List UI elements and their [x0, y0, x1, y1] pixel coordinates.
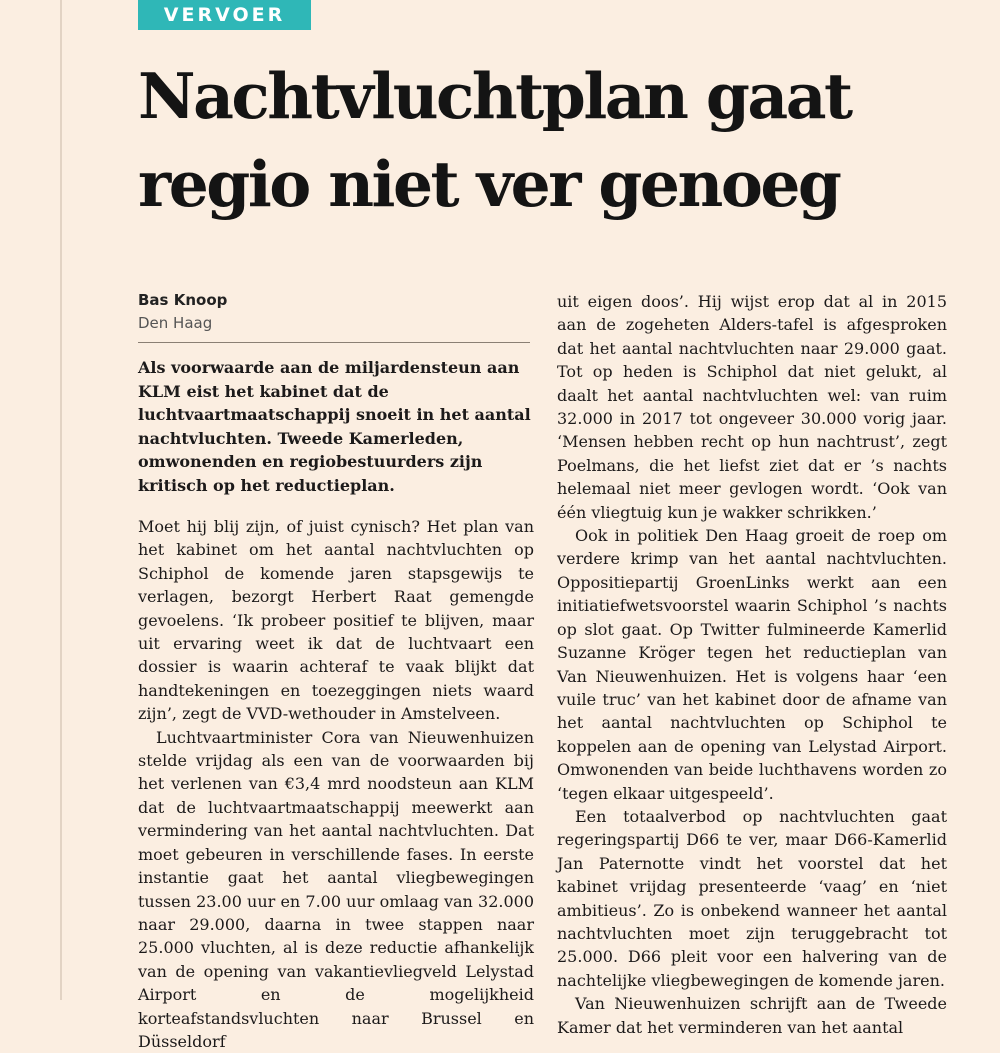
- body-paragraph: Moet hij blij zijn, of juist cynisch? Het plan van het kabinet om het aantal nachtvluchten op Schiphol de komende jaren stapsgewijs te verlagen, bezorgt Herbert Raat gemengde gevoelens. ‘Ik probeer positief te blijven, maar uit ervaring weet ik dat de luchtvaart een dossier is waarin achteraf te vaak blijkt dat handtekeningen en toezeggingen niets waard zijn’, zegt de VVD-wethouder in Amstelveen.: [138, 517, 534, 724]
- body-paragraph: uit eigen doos’. Hij wijst erop dat al in 2015 aan de zogeheten Alders-tafel is afgesproken dat het aantal nachtvluchten naar 29.000 gaat. Tot op heden is Schiphol dat niet gelukt, al daalt het aantal nachtvluchten wel: van ruim 32.000 in 2017 tot ongeveer 30.000 vorig jaar. ‘Mensen hebben recht op hun nachtrust’, zegt Poelmans, die het liefst ziet dat er ’s nachts helemaal niet meer gevlogen wordt. ‘Ook van één vliegtuig kun je wakker schrikken.’: [557, 292, 947, 522]
- body-paragraph: Van Nieuwenhuizen schrijft aan de Tweede Kamer dat het verminderen van het aantal: [557, 994, 947, 1037]
- article-column-1: [138, 515, 534, 1051]
- article-column-2: [557, 290, 947, 1037]
- byline-author: Bas Knoop: [138, 291, 228, 309]
- page-fold-line: [60, 0, 62, 1000]
- article-headline: Nachtvluchtplan gaat regio niet ver genoeg: [138, 59, 851, 221]
- byline-location: Den Haag: [138, 314, 213, 332]
- section-tag: VERVOER: [138, 0, 311, 30]
- body-paragraph: Ook in politiek Den Haag groeit de roep om verdere krimp van het aantal nachtvluchten. Oppositiepartij GroenLinks werkt aan een initiatiefwetsvoorstel waarin Schiphol ’s nachts op slot gaat. Op Twitter fulmineerde Kamerlid Suzanne Kröger tegen het reductieplan van Van Nieuwenhuizen. Het is volgens haar ‘een vuile truc’ van het kabinet door de afname van het aantal nachtvluchten op Schiphol te koppelen aan de opening van Lelystad Airport. Omwonenden van beide luchthavens worden zo ‘tegen elkaar uitgespeeld’.: [557, 526, 947, 803]
- body-paragraph: Luchtvaartminister Cora van Nieuwenhuizen stelde vrijdag als een van de voorwaarden bij het verlenen van €3,4 mrd noodsteun aan KLM dat de luchtvaartmaatschappij meewerkt aan vermindering van het aantal nachtvluchten. Dat moet gebeuren in verschillende fases. In eerste instantie gaat het aantal vliegbewegingen tussen 23.00 uur en 7.00 uur omlaag van 32.000 naar 29.000, daarna in twee stappen naar 25.000 vluchten, al is deze reductie afhankelijk van de opening van vakantievliegveld Lelystad Airport en de mogelijkheid korteafstandsvluchten naar Brussel en Düsseldorf: [138, 727, 534, 1051]
- body-paragraph: Een totaalverbod op nachtvluchten gaat regeringspartij D66 te ver, maar D66-Kamerlid Jan Paternotte vindt het voorstel dat het kabinet vrijdag presenteerde ‘vaag’ en ‘niet ambitieus’. Zo is onbekend wanneer het aantal nachtvluchten moet zijn teruggebracht tot 25.000. D66 pleit voor een halvering van de nachtelijke vliegbewegingen de komende jaren.: [557, 806, 947, 990]
- byline: [138, 289, 227, 335]
- byline-divider: [138, 342, 530, 343]
- article-intro: Als voorwaarde aan de miljardensteun aan KLM eist het kabinet dat de luchtvaartmaatschappij snoeit in het aantal nachtvluchten. Tweede Kamerleden, omwonenden en regiobestuurders zijn kritisch op het reductieplan.: [138, 358, 531, 495]
